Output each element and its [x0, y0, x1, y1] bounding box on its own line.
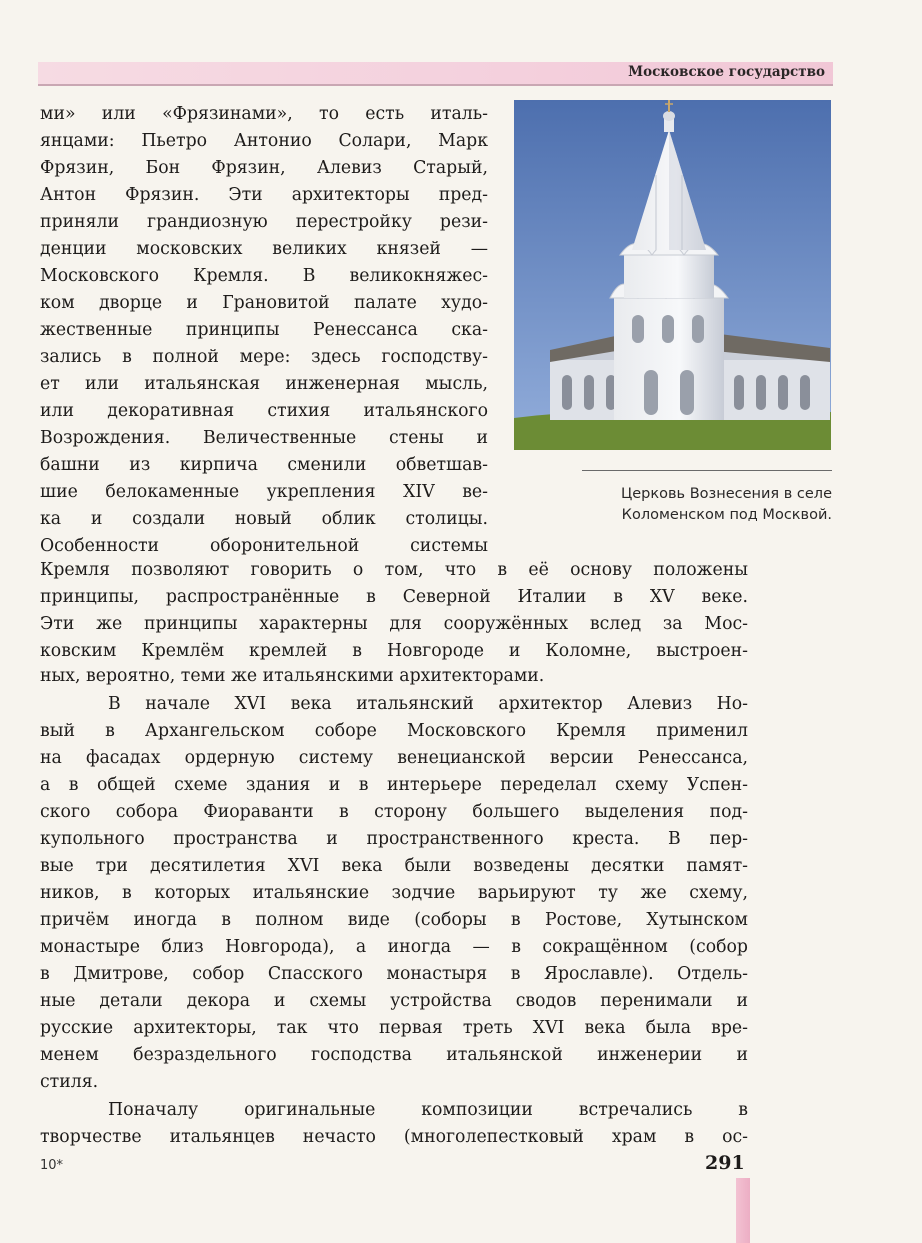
text-line: или декоративная стихия итальянского: [40, 401, 488, 421]
paragraph-first-line: В начале XVI века итальянский архитектор Алевиз Но-: [108, 694, 748, 714]
church-photo: [514, 100, 831, 450]
text-line: приняли грандиозную перестройку рези-: [40, 212, 488, 232]
text-line: творчестве итальянцев нечасто (многолепестковый храм в ос-: [40, 1127, 748, 1147]
text-line: монастыре близ Новгорода), а иногда — в сокращённом (собор: [40, 937, 748, 957]
page-number: 291: [705, 1152, 745, 1174]
text-line: ми» или «Фрязинами», то есть италь-: [40, 104, 488, 124]
text-line: Возрождения. Величественные стены и: [40, 428, 488, 448]
text-line: Московского Кремля. В великокняжес-: [40, 266, 488, 286]
text-line: ского собора Фиораванти в сторону большего выделения под-: [40, 802, 748, 822]
text-line: башни из кирпича сменили обветшав-: [40, 455, 488, 475]
text-line: а в общей схеме здания и в интерьере переделал схему Успен-: [40, 775, 748, 795]
running-head-band: [38, 62, 833, 86]
text-line: на фасадах ордерную систему венецианской версии Ренессанса,: [40, 748, 748, 768]
text-line: ет или итальянская инженерная мысль,: [40, 374, 488, 394]
text-line: денции московских великих князей —: [40, 239, 488, 259]
text-line: ком дворце и Грановитой палате худо-: [40, 293, 488, 313]
text-line: шие белокаменные укрепления XIV ве-: [40, 482, 488, 502]
figure-caption: Церковь Вознесения в селе Коломенском под Москвой.: [620, 486, 832, 523]
text-line: купольного пространства и пространственного креста. В пер-: [40, 829, 748, 849]
text-line: зались в полной мере: здесь господству-: [40, 347, 488, 367]
text-line: в Дмитрове, собор Спасского монастыря в Ярославле). Отдель-: [40, 964, 748, 984]
text-line: ковским Кремлём кремлей в Новгороде и Коломне, выстроен-: [40, 641, 748, 661]
text-line: принципы, распространённые в Северной Италии в XV веке.: [40, 587, 748, 607]
text-line: причём иногда в полном виде (соборы в Ростове, Хутынском: [40, 910, 748, 930]
church-photo-icon: [514, 100, 831, 450]
text-line: ников, в которых итальянские зодчие варьируют ту же схему,: [40, 883, 748, 903]
text-line: Фрязин, Бон Фрязин, Алевиз Старый,: [40, 158, 488, 178]
text-line: вые три десятилетия XVI века были возведены десятки памят-: [40, 856, 748, 876]
text-line: Особенности оборонительной системы: [40, 536, 488, 556]
text-line: Эти же принципы характерны для сооружённых вслед за Мос-: [40, 614, 748, 634]
text-line: янцами: Пьетро Антонио Солари, Марк: [40, 131, 488, 151]
text-line: ка и создали новый облик столицы.: [40, 509, 488, 529]
text-line: стиля.: [40, 1072, 99, 1092]
text-line: вый в Архангельском соборе Московского Кремля применил: [40, 721, 748, 741]
text-line: менем безраздельного господства итальянской инженерии и: [40, 1045, 748, 1065]
paragraph-first-line: Поначалу оригинальные композиции встречались в: [108, 1100, 748, 1120]
text-line: жественные принципы Ренессанса ска-: [40, 320, 488, 340]
caption-rule: [582, 470, 832, 471]
edge-tab: [736, 1178, 750, 1243]
text-line: русские архитекторы, так что первая треть XVI века была вре-: [40, 1018, 748, 1038]
running-head: Московское государство: [628, 64, 825, 80]
signature-mark: 10*: [40, 1158, 64, 1173]
text-line: ные детали декора и схемы устройства сводов перенимали и: [40, 991, 748, 1011]
text-line: Кремля позволяют говорить о том, что в её основу положены: [40, 560, 748, 580]
text-line: ных, вероятно, теми же итальянскими архитекторами.: [40, 666, 545, 686]
text-line: Антон Фрязин. Эти архитекторы пред-: [40, 185, 488, 205]
